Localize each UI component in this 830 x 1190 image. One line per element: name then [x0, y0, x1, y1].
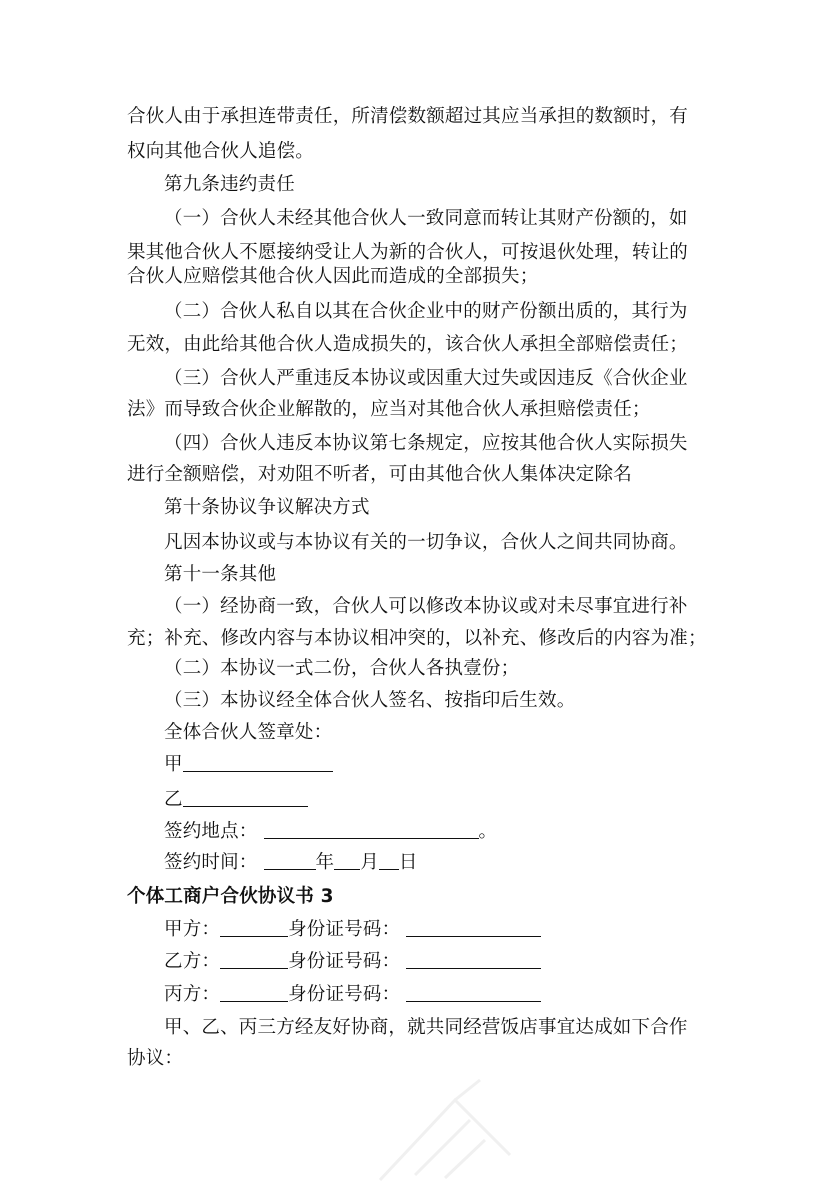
party-b-id-blank[interactable]: [406, 949, 541, 969]
party-a-name-blank[interactable]: [220, 917, 288, 937]
paragraph-line: 合伙人应赔偿其他合伙人因此而造成的全部损失；: [127, 266, 539, 287]
signature-day-blank[interactable]: [379, 850, 399, 870]
section-title-doc3: 个体工商户合伙协议书 3: [127, 886, 334, 907]
party-c-name-blank[interactable]: [220, 982, 288, 1002]
paragraph-line: （三）本协议经全体合伙人签名、按指印后生效。: [164, 690, 576, 711]
signature-month-blank[interactable]: [334, 850, 360, 870]
party-a-id-blank[interactable]: [406, 917, 541, 937]
article-11-title: 第十一条其他: [164, 564, 277, 585]
paragraph-line: 无效，由此给其他合伙人造成损失的，该合伙人承担全部赔偿责任；: [127, 334, 689, 355]
watermark-stamp-icon: [360, 1060, 530, 1190]
signature-party-a-label: 甲: [164, 754, 183, 775]
signature-party-b-blank[interactable]: [183, 787, 308, 807]
paragraph-line: 果其他合伙人不愿接纳受让人为新的合伙人，可按退伙处理，转让的: [127, 242, 689, 263]
party-b-id-label: 身份证号码：: [288, 951, 401, 972]
paragraph-line: （四）合伙人违反本协议第七条规定，应按其他合伙人实际损失: [164, 433, 688, 454]
signature-place-end: 。: [478, 821, 498, 842]
signature-place-blank[interactable]: [264, 819, 479, 839]
signature-party-b: [164, 787, 308, 813]
party-c-label: 丙方：: [164, 984, 221, 1005]
signature-party-a: [164, 752, 333, 778]
signature-day-label: 日: [398, 852, 418, 873]
signature-year-blank[interactable]: [264, 850, 316, 870]
paragraph-line: 合伙人由于承担连带责任，所清偿数额超过其应当承担的数额时，有: [127, 106, 689, 127]
paragraph-line: 甲、乙、丙三方经友好协商，就共同经营饭店事宜达成如下合作: [164, 1017, 688, 1038]
party-b-row: [164, 949, 541, 975]
signature-month-label: 月: [360, 852, 379, 873]
paragraph-line: 协议：: [127, 1048, 184, 1069]
paragraph-line: 进行全额赔偿，对劝阻不听者，可由其他合伙人集体决定除名: [127, 464, 632, 485]
signature-party-b-label: 乙: [164, 789, 183, 810]
article-10-title: 第十条协议争议解决方式: [164, 497, 370, 518]
signature-place: [164, 819, 497, 845]
paragraph-line: （二）本协议一式二份，合伙人各执壹份；: [164, 658, 520, 679]
paragraph-line: 充；补充、修改内容与本协议相冲突的，以补充、修改后的内容为准；: [127, 628, 707, 649]
paragraph-line: （三）合伙人严重违反本协议或因重大过失或因违反《合伙企业: [164, 368, 688, 389]
paragraph-line: 凡因本协议或与本协议有关的一切争议，合伙人之间共同协商。: [164, 532, 688, 553]
paragraph-line: 法》而导致合伙企业解散的，应当对其他合伙人承担赔偿责任；: [127, 399, 651, 420]
signature-time: [164, 850, 418, 876]
signature-place-label: 签约地点：: [164, 821, 258, 842]
party-c-id-blank[interactable]: [406, 982, 541, 1002]
party-b-name-blank[interactable]: [220, 949, 288, 969]
paragraph-line: （二）合伙人私自以其在合伙企业中的财产份额出质的，其行为: [164, 301, 688, 322]
party-a-row: [164, 917, 541, 943]
paragraph-line: 权向其他合伙人追偿。: [127, 141, 315, 162]
party-c-row: [164, 982, 541, 1008]
party-c-id-label: 身份证号码：: [288, 984, 401, 1005]
party-a-label: 甲方：: [164, 919, 221, 940]
article-9-title: 第九条违约责任: [164, 174, 295, 195]
signature-year-label: 年: [315, 852, 335, 873]
paragraph-line: （一）经协商一致，合伙人可以修改本协议或对未尽事宜进行补: [164, 596, 688, 617]
signature-time-label: 签约时间：: [164, 852, 258, 873]
signature-title: 全体合伙人签章处：: [164, 722, 333, 743]
party-a-id-label: 身份证号码：: [288, 919, 401, 940]
signature-party-a-blank[interactable]: [183, 752, 333, 772]
paragraph-line: （一）合伙人未经其他合伙人一致同意而转让其财产份额的，如: [164, 208, 688, 229]
party-b-label: 乙方：: [164, 951, 221, 972]
